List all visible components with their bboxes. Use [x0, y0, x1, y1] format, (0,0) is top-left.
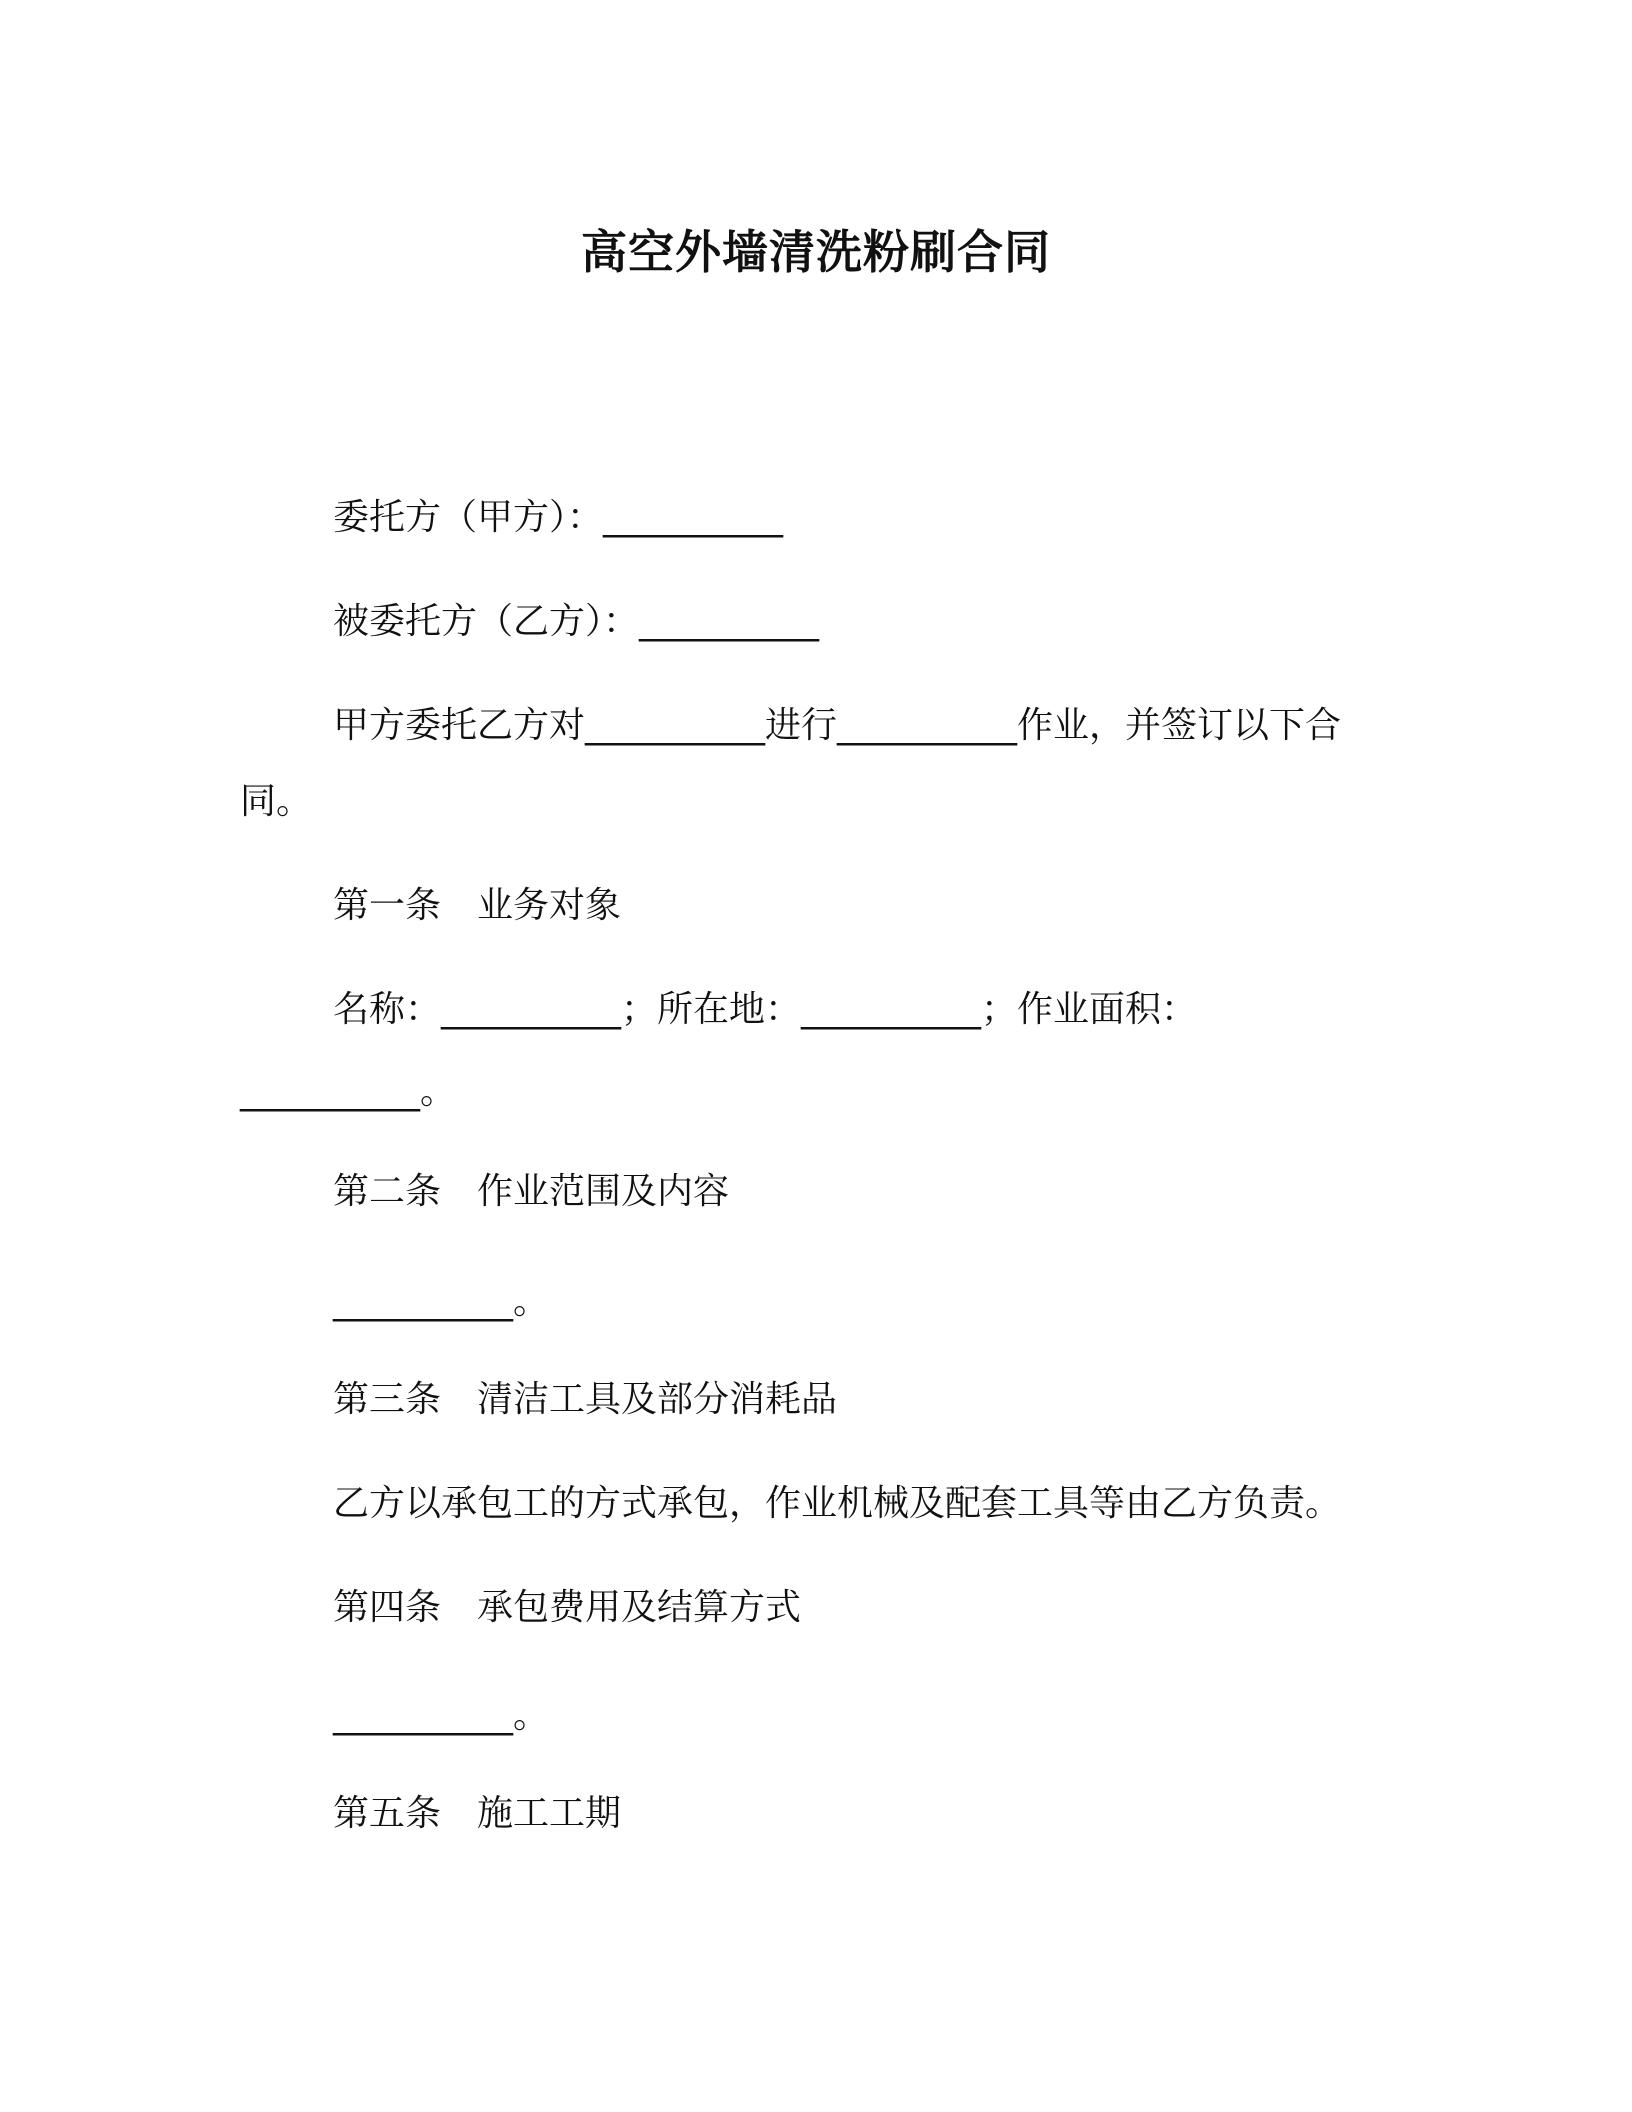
- article-3-heading: 第三条 清洁工具及部分消耗品: [333, 1379, 838, 1420]
- article-1-body-continuation: __________。: [240, 1071, 457, 1112]
- party-b-line: 被委托方（乙方）：__________: [333, 601, 820, 642]
- article-3-body: 乙方以承包工的方式承包，作业机械及配套工具等由乙方负责。: [333, 1483, 1342, 1524]
- article-1-heading: 第一条 业务对象: [333, 885, 622, 926]
- article-4-body: __________。: [333, 1695, 550, 1736]
- document-title: 高空外墙清洗粉刷合同: [581, 225, 1051, 279]
- article-1-body: 名称：__________；所在地：__________；作业面积：: [333, 989, 1198, 1030]
- article-2-heading: 第二条 作业范围及内容: [333, 1171, 730, 1212]
- article-2-body: __________。: [333, 1281, 550, 1322]
- article-4-heading: 第四条 承包费用及结算方式: [333, 1587, 802, 1628]
- preamble-continuation: 同。: [240, 781, 313, 822]
- preamble-line: 甲方委托乙方对__________进行__________作业，并签订以下合: [333, 705, 1342, 746]
- article-5-heading: 第五条 施工工期: [333, 1793, 622, 1834]
- party-a-line: 委托方（甲方）：__________: [333, 497, 784, 538]
